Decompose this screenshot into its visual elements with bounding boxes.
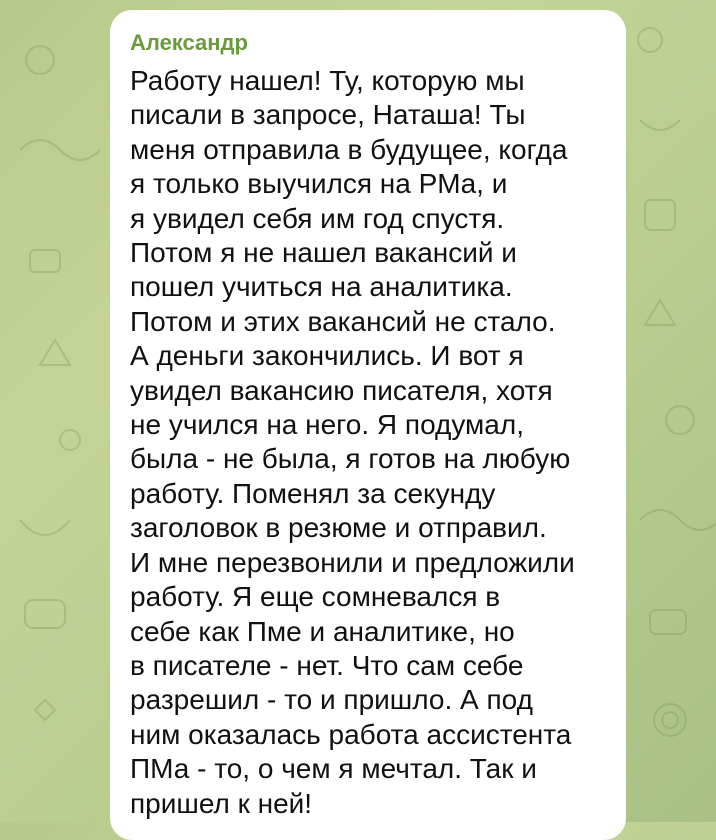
message-line: была - не была, я готов на любую bbox=[130, 443, 571, 475]
message-line: ним оказалась работа ассистента bbox=[130, 718, 572, 750]
message-line: И мне перезвонили и предложили bbox=[130, 546, 575, 578]
message-line: в писателе - нет. Что сам себе bbox=[130, 649, 524, 681]
message-line: разрешил - то и пришло. А под bbox=[130, 684, 533, 716]
message-line: заголовок в резюме и отправил. bbox=[130, 512, 547, 544]
message-line: писали в запросе, Наташа! Ты bbox=[130, 99, 526, 131]
message-line: Работу нашел! Ту, которую мы bbox=[130, 65, 525, 96]
message-line: я только выучился на PMа, и bbox=[130, 168, 508, 200]
message-line: Потом и этих вакансий не стало. bbox=[130, 305, 556, 337]
message-line: А деньги закончились. И вот я bbox=[130, 340, 524, 372]
message-line: увидел вакансию писателя, хотя bbox=[130, 374, 553, 406]
message-line: себе как Пме и аналитике, но bbox=[130, 615, 515, 647]
sender-name[interactable]: Александр bbox=[130, 30, 248, 55]
message-line: не учился на него. Я подумал, bbox=[130, 409, 524, 441]
message-line: работу. Поменял за секунду bbox=[130, 477, 496, 509]
message-line: Потом я не нашел вакансий и bbox=[130, 237, 517, 269]
message-text bbox=[130, 64, 606, 821]
message-line: ПМа - то, о чем я мечтал. Так и bbox=[130, 753, 537, 785]
message-line: работу. Я еще сомневался в bbox=[130, 581, 501, 613]
message-line: пришел к ней! bbox=[130, 787, 313, 819]
message-bubble[interactable] bbox=[110, 10, 626, 840]
message-line: я увидел себя им год спустя. bbox=[130, 202, 505, 234]
message-line: меня отправила в будущее, когда bbox=[130, 133, 568, 165]
message-line: пошел учиться на аналитика. bbox=[130, 271, 513, 303]
